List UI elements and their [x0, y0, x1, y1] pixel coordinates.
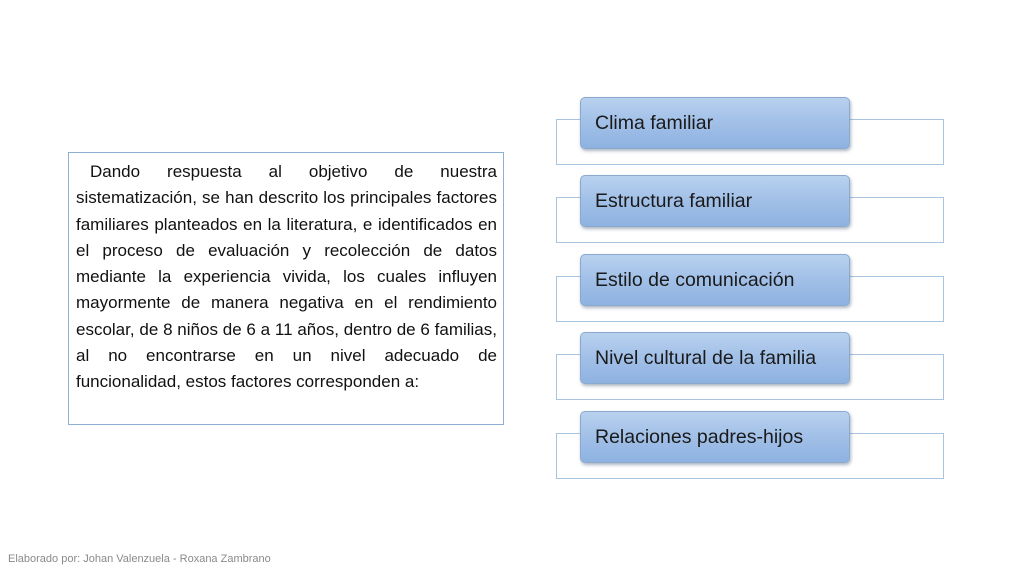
factor-pill	[580, 175, 850, 227]
footer-credit: Elaborado por: Johan Valenzuela - Roxana Zambrano	[8, 553, 271, 565]
factor-pill	[580, 254, 850, 306]
description-text-box	[68, 152, 504, 425]
factor-pill	[580, 97, 850, 149]
factor-label: Clima familiar	[595, 111, 714, 134]
factor-label: Nivel cultural de la familia	[595, 346, 817, 369]
factor-pill	[580, 332, 850, 384]
description-paragraph: Dando respuesta al objetivo de nuestra sistematización, se han descrito los principales factores familiares planteados en la literatura, e identificados en el proceso de evaluación y recolección de datos mediante la experiencia vivida, los cuales influyen mayormente de manera negativa en el rendimiento escolar, de 8 niños de 6 a 11 años, dentro de 6 familias, al no encontrarse en un nivel adecuado de funcionalidad, estos factores corresponden a:	[76, 162, 497, 392]
factor-label: Estilo de comunicación	[595, 268, 795, 291]
factor-label: Estructura familiar	[595, 189, 753, 212]
factor-label: Relaciones padres-hijos	[595, 425, 804, 448]
factor-pill	[580, 411, 850, 463]
factor-item-relaciones-padres-hijos	[556, 411, 944, 503]
